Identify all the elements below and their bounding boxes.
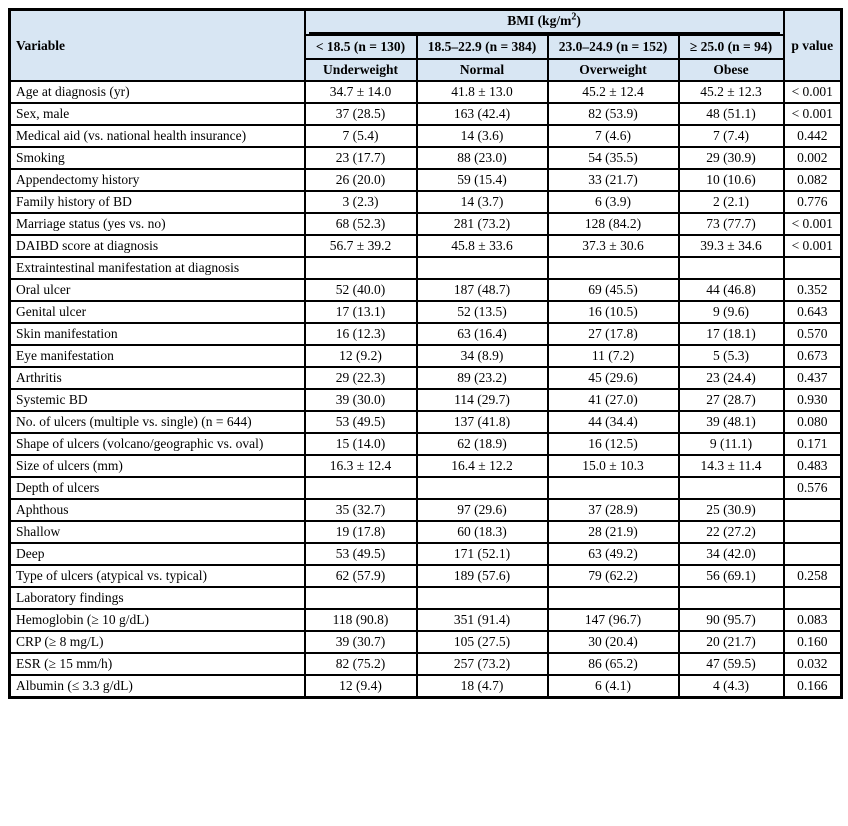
column-header-overweight-range: 23.0–24.9 (n = 152) [548, 35, 679, 59]
value-cell: 34 (42.0) [679, 543, 784, 565]
p-value-cell [784, 257, 842, 279]
row-label: Size of ulcers (mm) [10, 455, 305, 477]
row-label: Hemoglobin (≥ 10 g/dL) [10, 609, 305, 631]
value-cell: 62 (18.9) [417, 433, 548, 455]
table-row [10, 543, 842, 565]
row-label: Eye manifestation [10, 345, 305, 367]
row-label: Deep [10, 543, 305, 565]
value-cell: 41 (27.0) [548, 389, 679, 411]
p-value-cell: 0.080 [784, 411, 842, 433]
value-cell: 14 (3.6) [417, 125, 548, 147]
value-cell: 56 (69.1) [679, 565, 784, 587]
value-cell: 257 (73.2) [417, 653, 548, 675]
row-label: DAIBD score at diagnosis [10, 235, 305, 257]
column-header-overweight: Overweight [548, 59, 679, 81]
table-row [10, 279, 842, 301]
value-cell: 44 (34.4) [548, 411, 679, 433]
row-label: Extraintestinal manifestation at diagnosis [10, 257, 305, 279]
value-cell: 16 (10.5) [548, 301, 679, 323]
value-cell: 25 (30.9) [679, 499, 784, 521]
value-cell: 17 (18.1) [679, 323, 784, 345]
value-cell: 30 (20.4) [548, 631, 679, 653]
table-row [10, 191, 842, 213]
p-value-cell: < 0.001 [784, 81, 842, 103]
value-cell: 16 (12.5) [548, 433, 679, 455]
value-cell: 5 (5.3) [679, 345, 784, 367]
p-value-cell: < 0.001 [784, 235, 842, 257]
column-header-normal: Normal [417, 59, 548, 81]
value-cell: 118 (90.8) [305, 609, 417, 631]
table-row [10, 433, 842, 455]
value-cell: 27 (17.8) [548, 323, 679, 345]
value-cell: 69 (45.5) [548, 279, 679, 301]
value-cell: 59 (15.4) [417, 169, 548, 191]
header-row-group [10, 10, 842, 36]
column-header-normal-range: 18.5–22.9 (n = 384) [417, 35, 548, 59]
value-cell: 90 (95.7) [679, 609, 784, 631]
p-value-cell: 0.082 [784, 169, 842, 191]
row-label: No. of ulcers (multiple vs. single) (n = 644) [10, 411, 305, 433]
p-value-cell: 0.160 [784, 631, 842, 653]
value-cell: 53 (49.5) [305, 411, 417, 433]
p-value-cell: < 0.001 [784, 213, 842, 235]
value-cell [417, 477, 548, 499]
value-cell: 27 (28.7) [679, 389, 784, 411]
p-value-cell: < 0.001 [784, 103, 842, 125]
table-row [10, 477, 842, 499]
value-cell: 34.7 ± 14.0 [305, 81, 417, 103]
row-label: Smoking [10, 147, 305, 169]
table-row [10, 499, 842, 521]
row-label: Appendectomy history [10, 169, 305, 191]
value-cell: 281 (73.2) [417, 213, 548, 235]
table-row [10, 389, 842, 411]
row-label: Arthritis [10, 367, 305, 389]
value-cell: 26 (20.0) [305, 169, 417, 191]
value-cell: 16.4 ± 12.2 [417, 455, 548, 477]
value-cell: 6 (3.9) [548, 191, 679, 213]
value-cell: 10 (10.6) [679, 169, 784, 191]
table-body [10, 81, 842, 697]
value-cell: 11 (7.2) [548, 345, 679, 367]
table-row [10, 81, 842, 103]
value-cell: 47 (59.5) [679, 653, 784, 675]
p-value-cell: 0.776 [784, 191, 842, 213]
table-row [10, 169, 842, 191]
column-header-variable: Variable [10, 10, 305, 82]
value-cell: 18 (4.7) [417, 675, 548, 697]
table-row [10, 411, 842, 433]
table-row [10, 213, 842, 235]
value-cell: 171 (52.1) [417, 543, 548, 565]
value-cell: 45.2 ± 12.3 [679, 81, 784, 103]
column-group-header-bmi [305, 10, 784, 36]
value-cell: 86 (65.2) [548, 653, 679, 675]
value-cell: 79 (62.2) [548, 565, 679, 587]
row-label: Laboratory findings [10, 587, 305, 609]
value-cell: 29 (30.9) [679, 147, 784, 169]
value-cell: 89 (23.2) [417, 367, 548, 389]
value-cell: 4 (4.3) [679, 675, 784, 697]
value-cell [548, 257, 679, 279]
table-row [10, 125, 842, 147]
column-header-obese-range: ≥ 25.0 (n = 94) [679, 35, 784, 59]
column-header-underweight-range: < 18.5 (n = 130) [305, 35, 417, 59]
value-cell: 20 (21.7) [679, 631, 784, 653]
row-label: Family history of BD [10, 191, 305, 213]
value-cell: 33 (21.7) [548, 169, 679, 191]
p-value-cell: 0.930 [784, 389, 842, 411]
row-label: Sex, male [10, 103, 305, 125]
value-cell: 351 (91.4) [417, 609, 548, 631]
value-cell: 14.3 ± 11.4 [679, 455, 784, 477]
value-cell: 7 (4.6) [548, 125, 679, 147]
value-cell: 54 (35.5) [548, 147, 679, 169]
value-cell: 48 (51.1) [679, 103, 784, 125]
table-row [10, 455, 842, 477]
value-cell: 114 (29.7) [417, 389, 548, 411]
value-cell [679, 587, 784, 609]
row-label: Shape of ulcers (volcano/geographic vs. oval) [10, 433, 305, 455]
p-value-cell: 0.032 [784, 653, 842, 675]
value-cell: 19 (17.8) [305, 521, 417, 543]
value-cell: 128 (84.2) [548, 213, 679, 235]
table-row [10, 653, 842, 675]
p-value-cell [784, 499, 842, 521]
value-cell: 187 (48.7) [417, 279, 548, 301]
table-row [10, 345, 842, 367]
bmi-comparison-table [8, 8, 843, 699]
table-row [10, 521, 842, 543]
p-value-cell: 0.643 [784, 301, 842, 323]
value-cell [305, 257, 417, 279]
value-cell: 23 (24.4) [679, 367, 784, 389]
p-value-cell: 0.437 [784, 367, 842, 389]
p-value-cell [784, 587, 842, 609]
p-value-cell: 0.673 [784, 345, 842, 367]
value-cell: 35 (32.7) [305, 499, 417, 521]
row-label: Genital ulcer [10, 301, 305, 323]
value-cell: 88 (23.0) [417, 147, 548, 169]
row-label: Shallow [10, 521, 305, 543]
value-cell: 12 (9.4) [305, 675, 417, 697]
value-cell: 82 (53.9) [548, 103, 679, 125]
column-header-p-value: p value [784, 10, 842, 82]
value-cell: 53 (49.5) [305, 543, 417, 565]
value-cell: 45.2 ± 12.4 [548, 81, 679, 103]
value-cell [679, 477, 784, 499]
table-row [10, 565, 842, 587]
row-label: Aphthous [10, 499, 305, 521]
value-cell: 68 (52.3) [305, 213, 417, 235]
table-row [10, 587, 842, 609]
p-value-cell: 0.570 [784, 323, 842, 345]
value-cell [548, 587, 679, 609]
value-cell: 37 (28.5) [305, 103, 417, 125]
value-cell: 63 (16.4) [417, 323, 548, 345]
p-value-cell: 0.083 [784, 609, 842, 631]
bmi-group-label: BMI $(kg/m^2)$ [309, 11, 780, 34]
p-value-cell: 0.258 [784, 565, 842, 587]
p-value-cell: 0.576 [784, 477, 842, 499]
table-row [10, 147, 842, 169]
value-cell: 52 (40.0) [305, 279, 417, 301]
value-cell: 39 (30.7) [305, 631, 417, 653]
p-value-cell: 0.483 [784, 455, 842, 477]
value-cell [305, 587, 417, 609]
value-cell: 34 (8.9) [417, 345, 548, 367]
value-cell: 23 (17.7) [305, 147, 417, 169]
row-label: Medical aid (vs. national health insurance) [10, 125, 305, 147]
value-cell: 45.8 ± 33.6 [417, 235, 548, 257]
value-cell: 73 (77.7) [679, 213, 784, 235]
value-cell: 9 (9.6) [679, 301, 784, 323]
value-cell [417, 587, 548, 609]
table-row [10, 257, 842, 279]
value-cell: 60 (18.3) [417, 521, 548, 543]
table-row [10, 301, 842, 323]
value-cell: 56.7 ± 39.2 [305, 235, 417, 257]
row-label: Skin manifestation [10, 323, 305, 345]
table-row [10, 675, 842, 697]
row-label: Oral ulcer [10, 279, 305, 301]
value-cell: 9 (11.1) [679, 433, 784, 455]
value-cell: 12 (9.2) [305, 345, 417, 367]
row-label: CRP (≥ 8 mg/L) [10, 631, 305, 653]
value-cell: 189 (57.6) [417, 565, 548, 587]
row-label: Systemic BD [10, 389, 305, 411]
table-row [10, 609, 842, 631]
value-cell: 63 (49.2) [548, 543, 679, 565]
table-header [10, 10, 842, 82]
p-value-cell [784, 543, 842, 565]
p-value-cell: 0.442 [784, 125, 842, 147]
table-row [10, 367, 842, 389]
value-cell: 29 (22.3) [305, 367, 417, 389]
value-cell: 137 (41.8) [417, 411, 548, 433]
value-cell: 15 (14.0) [305, 433, 417, 455]
value-cell: 39.3 ± 34.6 [679, 235, 784, 257]
row-label: Age at diagnosis (yr) [10, 81, 305, 103]
value-cell: 52 (13.5) [417, 301, 548, 323]
bmi-superscript: 2 [571, 11, 577, 23]
p-value-cell: 0.166 [784, 675, 842, 697]
value-cell: 105 (27.5) [417, 631, 548, 653]
value-cell: 14 (3.7) [417, 191, 548, 213]
value-cell [417, 257, 548, 279]
row-label: Depth of ulcers [10, 477, 305, 499]
row-label: Albumin (≤ 3.3 g/dL) [10, 675, 305, 697]
row-label: ESR (≥ 15 mm/h) [10, 653, 305, 675]
p-value-cell [784, 521, 842, 543]
value-cell: 39 (30.0) [305, 389, 417, 411]
value-cell: 3 (2.3) [305, 191, 417, 213]
value-cell [305, 477, 417, 499]
p-value-cell: 0.002 [784, 147, 842, 169]
p-value-cell: 0.352 [784, 279, 842, 301]
value-cell: 97 (29.6) [417, 499, 548, 521]
value-cell: 62 (57.9) [305, 565, 417, 587]
value-cell: 39 (48.1) [679, 411, 784, 433]
value-cell: 163 (42.4) [417, 103, 548, 125]
value-cell: 45 (29.6) [548, 367, 679, 389]
table-row [10, 103, 842, 125]
value-cell: 22 (27.2) [679, 521, 784, 543]
column-header-obese: Obese [679, 59, 784, 81]
table-row [10, 323, 842, 345]
value-cell: 44 (46.8) [679, 279, 784, 301]
row-label: Marriage status (yes vs. no) [10, 213, 305, 235]
value-cell: 15.0 ± 10.3 [548, 455, 679, 477]
value-cell: 6 (4.1) [548, 675, 679, 697]
value-cell: 41.8 ± 13.0 [417, 81, 548, 103]
value-cell: 7 (7.4) [679, 125, 784, 147]
value-cell: 16 (12.3) [305, 323, 417, 345]
table-row [10, 631, 842, 653]
value-cell: 2 (2.1) [679, 191, 784, 213]
value-cell: 17 (13.1) [305, 301, 417, 323]
table-row [10, 235, 842, 257]
p-value-cell: 0.171 [784, 433, 842, 455]
value-cell [679, 257, 784, 279]
value-cell: 7 (5.4) [305, 125, 417, 147]
value-cell [548, 477, 679, 499]
value-cell: 147 (96.7) [548, 609, 679, 631]
row-label: Type of ulcers (atypical vs. typical) [10, 565, 305, 587]
value-cell: 16.3 ± 12.4 [305, 455, 417, 477]
value-cell: 37 (28.9) [548, 499, 679, 521]
column-header-underweight: Underweight [305, 59, 417, 81]
value-cell: 28 (21.9) [548, 521, 679, 543]
value-cell: 37.3 ± 30.6 [548, 235, 679, 257]
value-cell: 82 (75.2) [305, 653, 417, 675]
